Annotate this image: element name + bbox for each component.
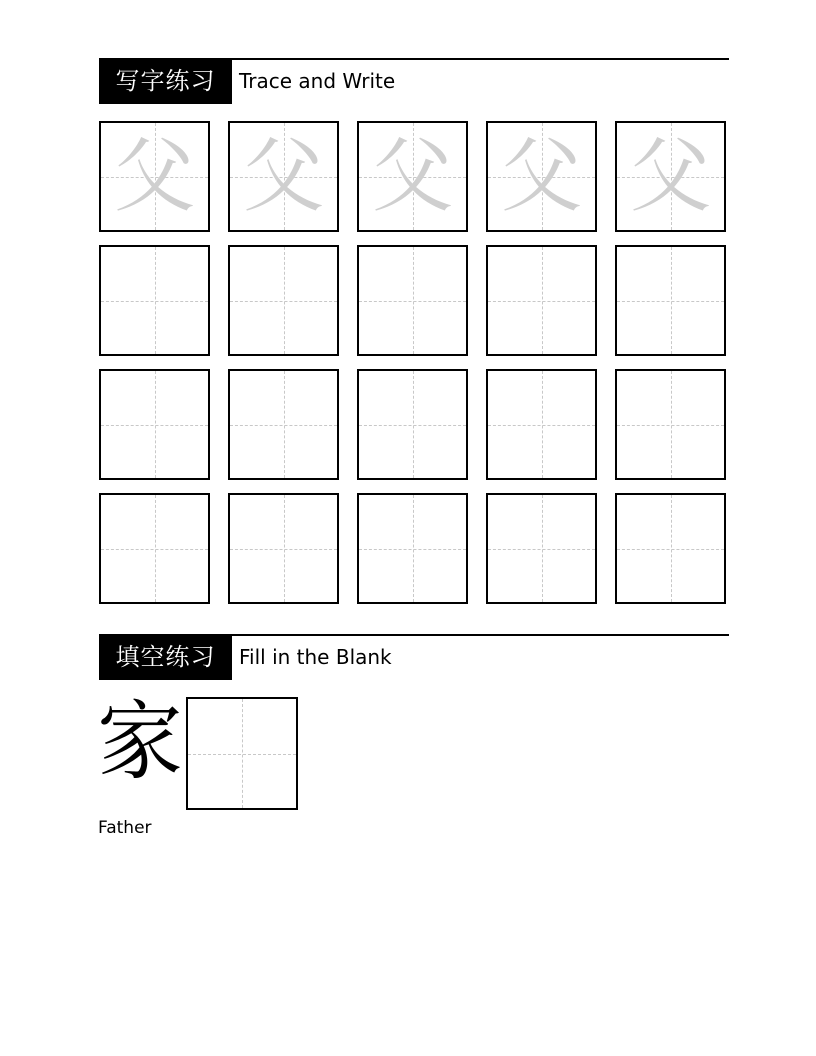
horizontal-guide — [188, 754, 296, 755]
trace-character: 父 — [629, 128, 712, 224]
writing-cell[interactable] — [357, 245, 468, 356]
horizontal-guide — [101, 425, 208, 426]
horizontal-guide — [101, 549, 208, 550]
trace-cell[interactable] — [615, 121, 726, 232]
writing-cell[interactable] — [615, 493, 726, 604]
grid-row — [99, 121, 726, 232]
trace-character: 父 — [113, 128, 196, 224]
grid-row — [99, 245, 726, 356]
horizontal-guide — [230, 549, 337, 550]
writing-cell[interactable] — [357, 493, 468, 604]
writing-cell[interactable] — [615, 369, 726, 480]
horizontal-guide — [617, 549, 724, 550]
trace-write-header — [99, 58, 729, 104]
trace-cell[interactable] — [99, 121, 210, 232]
horizontal-guide — [488, 425, 595, 426]
trace-character: 父 — [242, 128, 325, 224]
practice-grid — [99, 121, 726, 617]
fill-blank-header — [99, 634, 729, 680]
fill-blank-title: Fill in the Blank — [239, 645, 392, 669]
horizontal-guide — [359, 425, 466, 426]
writing-cell[interactable] — [99, 369, 210, 480]
writing-cell[interactable] — [486, 493, 597, 604]
trace-cell[interactable] — [228, 121, 339, 232]
writing-cell[interactable] — [357, 369, 468, 480]
grid-row — [99, 369, 726, 480]
grid-row — [99, 493, 726, 604]
hint-character: 家 — [97, 692, 183, 792]
horizontal-guide — [617, 425, 724, 426]
blank-writing-box[interactable] — [186, 697, 298, 810]
writing-cell[interactable] — [486, 369, 597, 480]
horizontal-guide — [359, 549, 466, 550]
horizontal-guide — [230, 301, 337, 302]
horizontal-guide — [230, 425, 337, 426]
horizontal-guide — [488, 301, 595, 302]
trace-write-title: Trace and Write — [239, 69, 396, 93]
fill-blank-badge: 填空练习 — [99, 635, 232, 680]
trace-write-badge: 写字练习 — [99, 59, 232, 104]
writing-cell[interactable] — [228, 493, 339, 604]
writing-cell[interactable] — [486, 245, 597, 356]
horizontal-guide — [359, 301, 466, 302]
writing-cell[interactable] — [99, 493, 210, 604]
writing-cell[interactable] — [615, 245, 726, 356]
trace-cell[interactable] — [486, 121, 597, 232]
writing-cell[interactable] — [228, 369, 339, 480]
trace-character: 父 — [371, 128, 454, 224]
trace-cell[interactable] — [357, 121, 468, 232]
horizontal-guide — [617, 301, 724, 302]
meaning-label: Father — [98, 818, 152, 838]
horizontal-guide — [488, 549, 595, 550]
writing-cell[interactable] — [228, 245, 339, 356]
writing-cell[interactable] — [99, 245, 210, 356]
horizontal-guide — [101, 301, 208, 302]
trace-character: 父 — [500, 128, 583, 224]
